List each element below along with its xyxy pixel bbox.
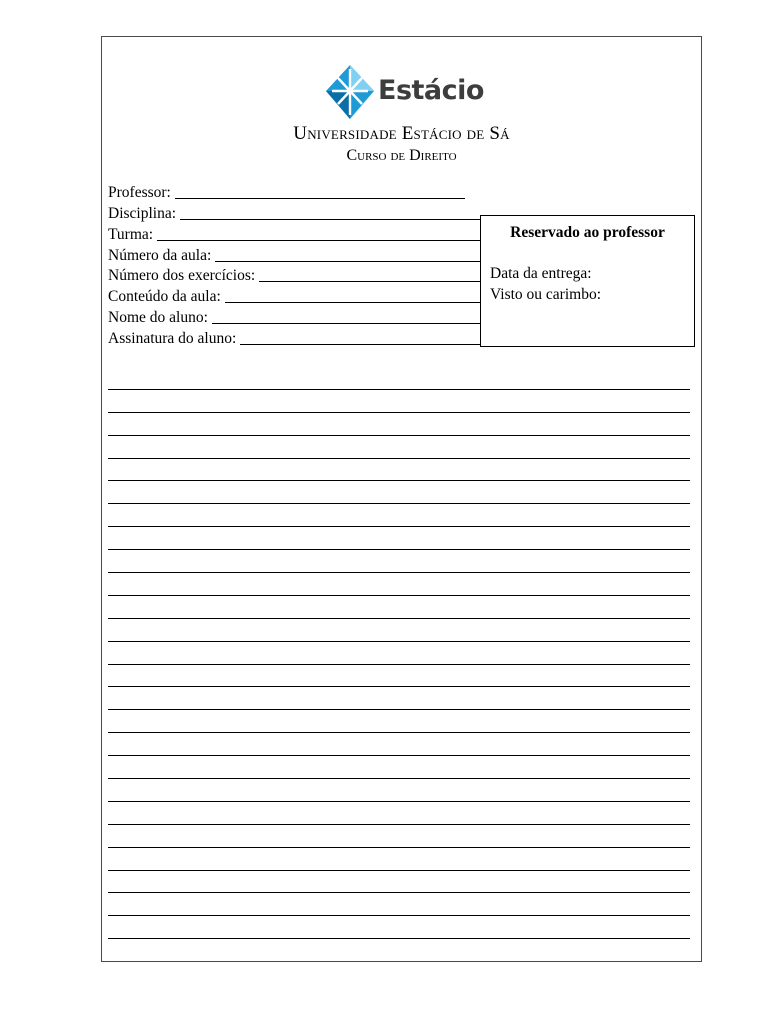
field-disciplina xyxy=(108,202,482,223)
numero-exercicios-input[interactable] xyxy=(259,267,482,282)
writing-line[interactable] xyxy=(108,665,690,688)
delivery-date-label: Data da entrega: xyxy=(490,265,592,282)
writing-line[interactable] xyxy=(108,459,690,482)
field-label: Turma: xyxy=(108,225,154,243)
field-professor xyxy=(108,181,482,202)
writing-line[interactable] xyxy=(108,687,690,710)
writing-line[interactable] xyxy=(108,481,690,504)
professor-input[interactable] xyxy=(175,184,465,199)
writing-line[interactable] xyxy=(108,504,690,527)
course-title: Curso de Direito xyxy=(346,147,457,164)
writing-line[interactable] xyxy=(108,733,690,756)
field-label: Nome do aluno: xyxy=(108,309,208,327)
field-label: Número dos exercícios: xyxy=(108,267,256,285)
field-numero-exercicios xyxy=(108,265,482,286)
exercise-sheet xyxy=(101,36,702,962)
numero-aula-input[interactable] xyxy=(215,247,482,262)
field-conteudo-aula xyxy=(108,285,482,306)
conteudo-aula-input[interactable] xyxy=(225,288,482,303)
writing-line[interactable] xyxy=(108,893,690,916)
estacio-logo xyxy=(324,63,484,123)
writing-line[interactable] xyxy=(108,436,690,459)
writing-line[interactable] xyxy=(108,710,690,733)
writing-line[interactable] xyxy=(108,596,690,619)
field-assinatura-aluno xyxy=(108,327,482,348)
university-title: Universidade Estácio de Sá xyxy=(293,123,510,144)
writing-line[interactable] xyxy=(108,779,690,802)
writing-line[interactable] xyxy=(108,848,690,871)
writing-line[interactable] xyxy=(108,642,690,665)
field-label: Número da aula: xyxy=(108,246,212,264)
writing-line[interactable] xyxy=(108,871,690,894)
answer-writing-area[interactable] xyxy=(108,367,690,939)
field-label: Disciplina: xyxy=(108,204,177,222)
field-turma xyxy=(108,223,482,244)
professor-box-title: Reservado ao professor xyxy=(510,224,665,241)
nome-aluno-input[interactable] xyxy=(212,309,482,324)
writing-line[interactable] xyxy=(108,916,690,939)
writing-line[interactable] xyxy=(108,573,690,596)
turma-input[interactable] xyxy=(157,226,482,241)
field-label: Professor: xyxy=(108,183,171,201)
assinatura-aluno-input[interactable] xyxy=(240,330,482,345)
writing-line[interactable] xyxy=(108,527,690,550)
writing-line[interactable] xyxy=(108,550,690,573)
field-nome-aluno xyxy=(108,306,482,327)
stamp-label: Visto ou carimbo: xyxy=(490,286,601,303)
professor-reserved-box xyxy=(480,215,695,347)
estacio-logo-icon xyxy=(324,63,376,123)
field-label: Assinatura do aluno: xyxy=(108,330,237,348)
writing-line[interactable] xyxy=(108,390,690,413)
field-label: Conteúdo da aula: xyxy=(108,288,221,306)
logo-wordmark: Estácio xyxy=(378,75,484,106)
writing-line[interactable] xyxy=(108,825,690,848)
writing-line[interactable] xyxy=(108,367,690,390)
field-numero-aula xyxy=(108,244,482,265)
student-info-fields xyxy=(108,181,482,348)
writing-line[interactable] xyxy=(108,756,690,779)
disciplina-input[interactable] xyxy=(180,205,482,220)
writing-line[interactable] xyxy=(108,413,690,436)
writing-line[interactable] xyxy=(108,802,690,825)
writing-line[interactable] xyxy=(108,619,690,642)
